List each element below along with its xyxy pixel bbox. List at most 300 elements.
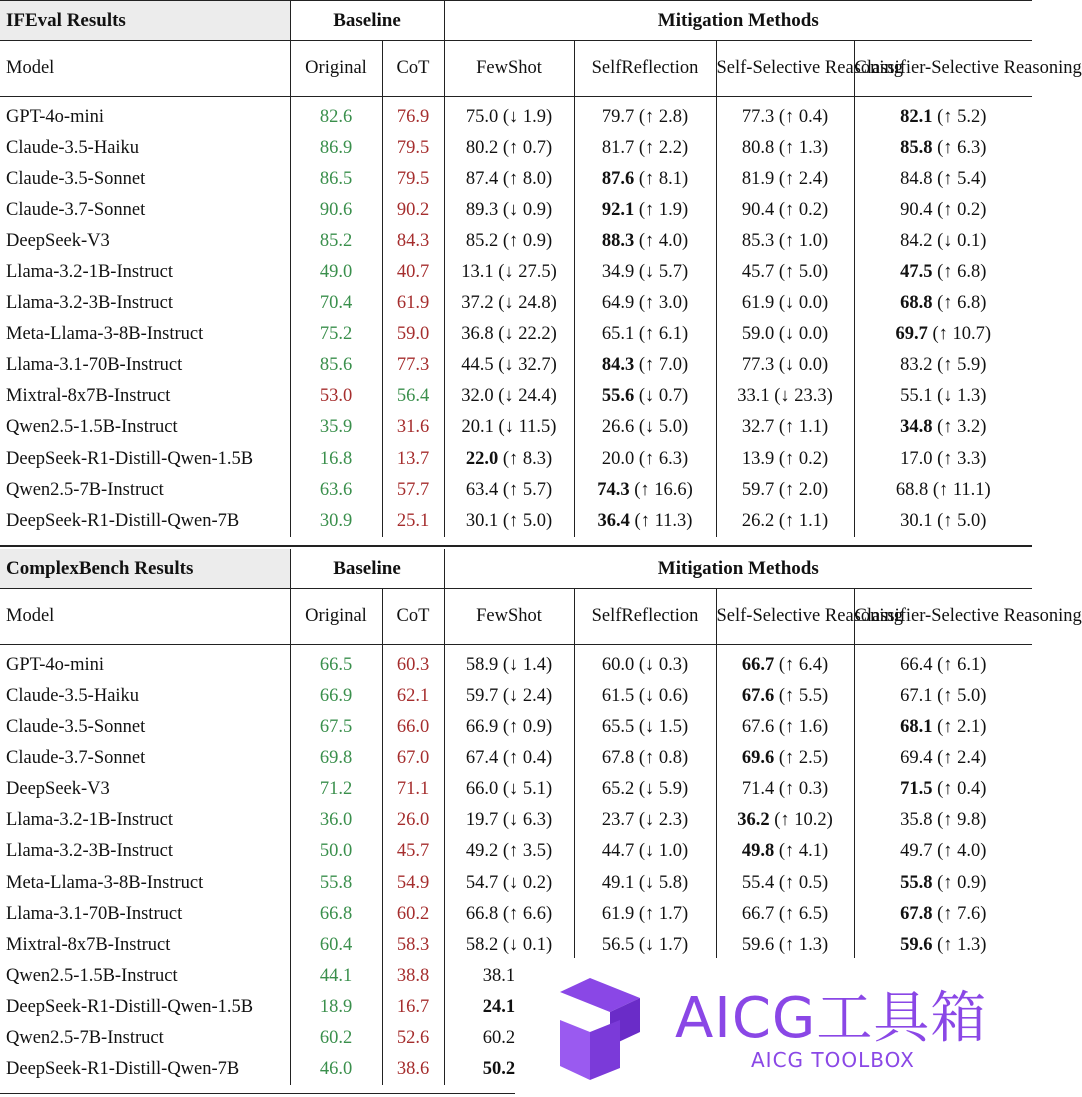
model-name: Claude-3.5-Sonnet xyxy=(6,168,146,189)
csr-delta: (↑ 6.3) xyxy=(932,137,987,158)
csr-value: 90.4 xyxy=(900,199,933,220)
table-row xyxy=(0,836,1032,867)
cot-score: 66.0 xyxy=(382,712,444,743)
fewshot-delta: (↓ 6.3) xyxy=(498,810,553,831)
fewshot-value: 66.8 xyxy=(465,903,499,924)
selfreflection-cell xyxy=(574,288,716,319)
fewshot-delta: (↓ 0.9) xyxy=(498,199,553,220)
table-row xyxy=(0,899,1032,930)
fewshot-delta: (↑ 3.5) xyxy=(498,841,553,862)
original-score: 66.5 xyxy=(290,650,382,681)
col-header-self-selective: Self-Selective Reasoning xyxy=(716,589,854,645)
csr-cell xyxy=(854,350,1032,381)
csr-cell xyxy=(854,475,1032,506)
csr-delta: (↑ 5.0) xyxy=(932,685,987,706)
original-score: 75.2 xyxy=(290,319,382,350)
fewshot-value: 13.1 xyxy=(461,262,494,283)
selfreflection-value: 74.3 xyxy=(597,479,630,500)
csr-delta: (↑ 6.1) xyxy=(932,654,987,675)
selfreflection-delta: (↑ 3.0) xyxy=(634,293,689,314)
cot-score: 13.7 xyxy=(382,444,444,475)
selfreflection-cell xyxy=(574,836,716,867)
selfreflection-delta: (↓ 5.7) xyxy=(634,262,689,283)
cot-score: 59.0 xyxy=(382,319,444,350)
selfreflection-delta: (↑ 2.2) xyxy=(634,137,689,158)
selfreflection-value: 61.9 xyxy=(601,903,635,924)
selfreflection-delta: (↓ 0.6) xyxy=(634,685,689,706)
csr-value: 66.4 xyxy=(900,654,933,675)
original-score: 90.6 xyxy=(290,195,382,226)
fewshot-cell xyxy=(444,867,574,898)
ssr-delta: (↑ 0.3) xyxy=(774,779,829,800)
ssr-value: 59.0 xyxy=(741,324,775,345)
ssr-delta: (↑ 5.5) xyxy=(774,685,829,706)
original-score: 86.5 xyxy=(290,164,382,195)
watermark-subtitle: AICG TOOLBOX xyxy=(751,1048,915,1072)
selfreflection-delta: (↑ 11.3) xyxy=(629,510,693,531)
ssr-value: 85.3 xyxy=(741,230,775,251)
selfreflection-value: 65.2 xyxy=(601,779,635,800)
fewshot-value: 66.0 xyxy=(465,779,499,800)
csr-value: 47.5 xyxy=(900,262,933,283)
model-name: Qwen2.5-1.5B-Instruct xyxy=(6,965,178,986)
model-name: Llama-3.1-70B-Instruct xyxy=(6,903,183,924)
model-name: Claude-3.5-Haiku xyxy=(6,137,140,158)
csr-cell xyxy=(854,930,1032,961)
ssr-cell xyxy=(716,164,854,195)
cot-score: 62.1 xyxy=(382,681,444,712)
selfreflection-cell xyxy=(574,712,716,743)
ssr-value: 80.8 xyxy=(741,137,775,158)
selfreflection-delta: (↓ 1.5) xyxy=(634,717,689,738)
ssr-value: 59.7 xyxy=(741,479,775,500)
selfreflection-cell xyxy=(574,475,716,506)
selfreflection-value: 64.9 xyxy=(601,293,635,314)
fewshot-value: 44.5 xyxy=(461,355,494,376)
ssr-delta: (↑ 6.4) xyxy=(774,654,829,675)
fewshot-value: 75.0 xyxy=(465,106,499,127)
table-row xyxy=(0,774,1032,805)
selfreflection-value: 79.7 xyxy=(601,106,635,127)
original-score: 30.9 xyxy=(290,506,382,537)
model-name: Qwen2.5-7B-Instruct xyxy=(6,1027,164,1048)
ssr-delta: (↓ 23.3) xyxy=(769,386,833,407)
fewshot-value: 30.1 xyxy=(465,510,499,531)
selfreflection-value: 44.7 xyxy=(601,841,635,862)
csr-cell xyxy=(854,836,1032,867)
csr-cell xyxy=(854,867,1032,898)
csr-value: 84.2 xyxy=(900,230,933,251)
model-name: DeepSeek-R1-Distill-Qwen-1.5B xyxy=(6,448,254,469)
selfreflection-delta: (↑ 2.8) xyxy=(634,106,689,127)
selfreflection-delta: (↓ 1.7) xyxy=(634,934,689,955)
csr-delta: (↑ 1.3) xyxy=(932,934,987,955)
original-score: 85.6 xyxy=(290,350,382,381)
ssr-value: 66.7 xyxy=(741,903,775,924)
original-score: 66.9 xyxy=(290,681,382,712)
baseline-group-header: Baseline xyxy=(290,1,444,41)
csr-value: 69.7 xyxy=(895,324,928,345)
selfreflection-cell xyxy=(574,774,716,805)
original-score: 46.0 xyxy=(290,1054,382,1085)
cot-score: 71.1 xyxy=(382,774,444,805)
csr-delta: (↑ 0.9) xyxy=(932,872,987,893)
csr-cell xyxy=(854,257,1032,288)
selfreflection-value: 84.3 xyxy=(601,355,635,376)
selfreflection-cell xyxy=(574,350,716,381)
cot-score: 76.9 xyxy=(382,102,444,133)
selfreflection-cell xyxy=(574,681,716,712)
original-score: 44.1 xyxy=(290,961,382,992)
csr-delta: (↑ 9.8) xyxy=(932,810,987,831)
cot-score: 54.9 xyxy=(382,867,444,898)
selfreflection-cell xyxy=(574,195,716,226)
ssr-value: 26.2 xyxy=(741,510,775,531)
ssr-cell xyxy=(716,681,854,712)
original-score: 69.8 xyxy=(290,743,382,774)
ssr-value: 77.3 xyxy=(741,106,775,127)
csr-cell xyxy=(854,319,1032,350)
ssr-delta: (↑ 5.0) xyxy=(774,262,829,283)
csr-delta: (↑ 6.8) xyxy=(932,262,987,283)
fewshot-cell xyxy=(444,712,574,743)
csr-cell xyxy=(854,288,1032,319)
ssr-delta: (↑ 10.2) xyxy=(769,810,833,831)
csr-delta: (↑ 3.3) xyxy=(932,448,987,469)
fewshot-delta: (↑ 0.9) xyxy=(498,230,553,251)
ssr-cell xyxy=(716,774,854,805)
fewshot-cell xyxy=(444,743,574,774)
table-row xyxy=(0,350,1032,381)
selfreflection-value: 49.1 xyxy=(601,872,635,893)
cot-score: 79.5 xyxy=(382,133,444,164)
table-row xyxy=(0,650,1032,681)
fewshot-value: 80.2 xyxy=(465,137,499,158)
fewshot-cell xyxy=(444,226,574,257)
fewshot-delta: (↓ 1.9) xyxy=(498,106,553,127)
fewshot-value: 32.0 xyxy=(461,386,494,407)
selfreflection-delta: (↑ 16.6) xyxy=(629,479,693,500)
ssr-cell xyxy=(716,102,854,133)
ssr-cell xyxy=(716,381,854,412)
csr-delta: (↑ 2.4) xyxy=(932,748,987,769)
selfreflection-value: 61.5 xyxy=(601,685,635,706)
table-row xyxy=(0,712,1032,743)
original-score: 36.0 xyxy=(290,805,382,836)
ssr-value: 66.7 xyxy=(741,654,775,675)
original-score: 86.9 xyxy=(290,133,382,164)
table-row xyxy=(0,102,1032,133)
csr-value: 59.6 xyxy=(900,934,933,955)
ssr-cell xyxy=(716,350,854,381)
csr-value: 68.8 xyxy=(895,479,929,500)
selfreflection-value: 92.1 xyxy=(601,199,635,220)
selfreflection-delta: (↑ 7.0) xyxy=(634,355,689,376)
csr-value: 68.8 xyxy=(900,293,933,314)
col-header-self-selective: Self-Selective Reasoning xyxy=(716,41,854,97)
mitigation-group-header: Mitigation Methods xyxy=(444,1,1032,41)
csr-cell xyxy=(854,743,1032,774)
csr-cell xyxy=(854,195,1032,226)
fewshot-cell xyxy=(444,381,574,412)
selfreflection-value: 36.4 xyxy=(597,510,630,531)
model-name: DeepSeek-V3 xyxy=(6,779,110,800)
fewshot-value: 37.2 xyxy=(461,293,494,314)
model-name: Llama-3.2-1B-Instruct xyxy=(6,262,173,283)
csr-delta: (↑ 5.0) xyxy=(932,510,987,531)
table-row xyxy=(0,133,1032,164)
original-score: 60.2 xyxy=(290,1023,382,1054)
fewshot-value: 58.2 xyxy=(465,934,499,955)
selfreflection-delta: (↓ 5.8) xyxy=(634,872,689,893)
selfreflection-cell xyxy=(574,412,716,443)
fewshot-value: 85.2 xyxy=(465,230,499,251)
csr-delta: (↓ 1.3) xyxy=(932,386,987,407)
original-score: 35.9 xyxy=(290,412,382,443)
model-name: Meta-Llama-3-8B-Instruct xyxy=(6,872,204,893)
fewshot-value: 87.4 xyxy=(465,168,499,189)
fewshot-value: 38.1 xyxy=(482,965,516,986)
fewshot-delta: (↑ 6.6) xyxy=(498,903,553,924)
csr-cell xyxy=(854,774,1032,805)
cot-score: 90.2 xyxy=(382,195,444,226)
model-name: DeepSeek-R1-Distill-Qwen-7B xyxy=(6,510,240,531)
table-row xyxy=(0,195,1032,226)
ssr-cell xyxy=(716,743,854,774)
table-row xyxy=(0,412,1032,443)
selfreflection-value: 23.7 xyxy=(601,810,635,831)
csr-cell xyxy=(854,650,1032,681)
ssr-value: 67.6 xyxy=(741,717,775,738)
csr-value: 30.1 xyxy=(900,510,933,531)
selfreflection-value: 67.8 xyxy=(601,748,635,769)
csr-cell xyxy=(854,381,1032,412)
selfreflection-cell xyxy=(574,444,716,475)
cot-score: 31.6 xyxy=(382,412,444,443)
fewshot-delta: (↑ 8.3) xyxy=(498,448,553,469)
csr-value: 34.8 xyxy=(900,417,933,438)
cot-score: 56.4 xyxy=(382,381,444,412)
original-score: 60.4 xyxy=(290,930,382,961)
ssr-delta: (↓ 0.0) xyxy=(774,324,829,345)
fewshot-cell xyxy=(444,164,574,195)
ssr-delta: (↑ 1.1) xyxy=(774,417,829,438)
fewshot-value: 66.9 xyxy=(465,717,499,738)
ssr-delta: (↑ 1.3) xyxy=(774,137,829,158)
fewshot-delta: (↑ 0.4) xyxy=(498,748,553,769)
csr-value: 67.1 xyxy=(900,685,933,706)
ifeval-table xyxy=(0,0,1082,537)
selfreflection-delta: (↑ 6.1) xyxy=(634,324,689,345)
cot-score: 79.5 xyxy=(382,164,444,195)
fewshot-cell xyxy=(444,836,574,867)
watermark-title: AICG工具箱 xyxy=(675,986,988,1051)
col-header-model: Model xyxy=(0,41,290,97)
ssr-cell xyxy=(716,899,854,930)
selfreflection-cell xyxy=(574,650,716,681)
fewshot-delta: (↑ 5.0) xyxy=(498,510,553,531)
table-row xyxy=(0,506,1032,537)
table-row xyxy=(0,444,1032,475)
csr-cell xyxy=(854,805,1032,836)
csr-delta: (↑ 0.4) xyxy=(932,779,987,800)
fewshot-value: 36.8 xyxy=(461,324,494,345)
table-row xyxy=(0,381,1032,412)
csr-delta: (↓ 0.1) xyxy=(932,230,987,251)
fewshot-cell xyxy=(444,930,574,961)
fewshot-cell xyxy=(444,133,574,164)
csr-cell xyxy=(854,712,1032,743)
fewshot-value: 67.4 xyxy=(465,748,499,769)
csr-delta: (↑ 5.4) xyxy=(932,168,987,189)
ssr-cell xyxy=(716,805,854,836)
selfreflection-cell xyxy=(574,133,716,164)
table-title: IFEval Results xyxy=(0,1,290,41)
cot-score: 61.9 xyxy=(382,288,444,319)
ssr-cell xyxy=(716,444,854,475)
original-score: 53.0 xyxy=(290,381,382,412)
ssr-value: 45.7 xyxy=(741,262,775,283)
selfreflection-value: 34.9 xyxy=(601,262,635,283)
fewshot-delta: (↓ 5.1) xyxy=(498,779,553,800)
original-score: 16.8 xyxy=(290,444,382,475)
fewshot-value: 49.2 xyxy=(465,841,499,862)
selfreflection-cell xyxy=(574,319,716,350)
fewshot-delta: (↓ 11.5) xyxy=(493,417,557,438)
selfreflection-cell xyxy=(574,102,716,133)
csr-delta: (↑ 10.7) xyxy=(927,324,992,345)
ssr-cell xyxy=(716,712,854,743)
fewshot-cell xyxy=(444,350,574,381)
ssr-cell xyxy=(716,195,854,226)
selfreflection-delta: (↓ 5.9) xyxy=(634,779,689,800)
fewshot-cell xyxy=(444,774,574,805)
selfreflection-cell xyxy=(574,899,716,930)
model-name: DeepSeek-R1-Distill-Qwen-7B xyxy=(6,1059,240,1080)
ssr-value: 71.4 xyxy=(741,779,775,800)
fewshot-delta: (↑ 5.7) xyxy=(498,479,553,500)
ssr-cell xyxy=(716,288,854,319)
cot-score: 58.3 xyxy=(382,930,444,961)
ssr-delta: (↑ 0.4) xyxy=(774,106,829,127)
selfreflection-delta: (↓ 0.7) xyxy=(634,386,689,407)
cot-score: 77.3 xyxy=(382,350,444,381)
ssr-value: 32.7 xyxy=(741,417,775,438)
ssr-delta: (↑ 2.0) xyxy=(774,479,829,500)
fewshot-value: 59.7 xyxy=(465,685,499,706)
selfreflection-value: 56.5 xyxy=(601,934,635,955)
table-row xyxy=(0,164,1032,195)
original-score: 49.0 xyxy=(290,257,382,288)
fewshot-delta: (↓ 24.8) xyxy=(493,293,557,314)
cot-score: 67.0 xyxy=(382,743,444,774)
table-row xyxy=(0,257,1032,288)
csr-delta: (↑ 3.2) xyxy=(932,417,987,438)
table-row xyxy=(0,930,1032,961)
cot-score: 52.6 xyxy=(382,1023,444,1054)
model-name: DeepSeek-R1-Distill-Qwen-1.5B xyxy=(6,996,254,1017)
table-row xyxy=(0,743,1032,774)
cot-score: 16.7 xyxy=(382,992,444,1023)
cot-score: 38.6 xyxy=(382,1054,444,1085)
csr-cell xyxy=(854,133,1032,164)
model-name: Claude-3.7-Sonnet xyxy=(6,199,146,220)
fewshot-delta: (↓ 32.7) xyxy=(493,355,557,376)
col-header-cot: CoT xyxy=(382,41,444,97)
fewshot-cell xyxy=(444,444,574,475)
model-name: GPT-4o-mini xyxy=(6,654,104,675)
csr-delta: (↑ 7.6) xyxy=(932,903,987,924)
ssr-cell xyxy=(716,133,854,164)
table-row xyxy=(0,319,1032,350)
original-score: 63.6 xyxy=(290,475,382,506)
table-row xyxy=(0,867,1032,898)
ssr-delta: (↑ 0.5) xyxy=(774,872,829,893)
fewshot-cell xyxy=(444,319,574,350)
fewshot-value: 20.1 xyxy=(461,417,494,438)
selfreflection-value: 81.7 xyxy=(601,137,635,158)
original-score: 70.4 xyxy=(290,288,382,319)
cot-score: 25.1 xyxy=(382,506,444,537)
model-name: Claude-3.7-Sonnet xyxy=(6,748,146,769)
toolbox-logo-icon xyxy=(555,970,665,1085)
model-name: GPT-4o-mini xyxy=(6,106,104,127)
table-row xyxy=(0,681,1032,712)
ssr-value: 69.6 xyxy=(741,748,775,769)
selfreflection-value: 60.0 xyxy=(601,654,635,675)
fewshot-delta: (↑ 0.9) xyxy=(498,717,553,738)
table-title: ComplexBench Results xyxy=(0,549,290,589)
csr-value: 82.1 xyxy=(900,106,933,127)
original-score: 67.5 xyxy=(290,712,382,743)
selfreflection-delta: (↑ 8.1) xyxy=(634,168,689,189)
model-name: Qwen2.5-7B-Instruct xyxy=(6,479,164,500)
cot-score: 60.3 xyxy=(382,650,444,681)
ssr-delta: (↑ 1.6) xyxy=(774,717,829,738)
fewshot-value: 89.3 xyxy=(465,199,499,220)
ssr-delta: (↓ 0.0) xyxy=(774,355,829,376)
ssr-cell xyxy=(716,412,854,443)
csr-value: 17.0 xyxy=(900,448,933,469)
col-header-fewshot: FewShot xyxy=(444,589,574,645)
ssr-value: 59.6 xyxy=(741,934,775,955)
csr-delta: (↑ 4.0) xyxy=(932,841,987,862)
fewshot-cell xyxy=(444,805,574,836)
table-row xyxy=(0,475,1032,506)
cot-score: 57.7 xyxy=(382,475,444,506)
baseline-group-header: Baseline xyxy=(290,549,444,589)
selfreflection-delta: (↑ 1.7) xyxy=(634,903,689,924)
csr-cell xyxy=(854,899,1032,930)
fewshot-cell xyxy=(444,650,574,681)
selfreflection-cell xyxy=(574,257,716,288)
csr-delta: (↑ 6.8) xyxy=(932,293,987,314)
model-name: Mixtral-8x7B-Instruct xyxy=(6,386,171,407)
ssr-value: 67.6 xyxy=(741,685,775,706)
csr-delta: (↑ 0.2) xyxy=(932,199,987,220)
col-header-selfreflection: SelfReflection xyxy=(574,589,716,645)
original-score: 82.6 xyxy=(290,102,382,133)
csr-value: 71.5 xyxy=(900,779,933,800)
csr-value: 67.8 xyxy=(900,903,933,924)
model-name: Meta-Llama-3-8B-Instruct xyxy=(6,324,204,345)
csr-value: 55.1 xyxy=(900,386,933,407)
selfreflection-delta: (↓ 0.3) xyxy=(634,654,689,675)
original-score: 18.9 xyxy=(290,992,382,1023)
ssr-delta: (↑ 4.1) xyxy=(774,841,829,862)
fewshot-cell xyxy=(444,475,574,506)
selfreflection-value: 88.3 xyxy=(601,230,635,251)
